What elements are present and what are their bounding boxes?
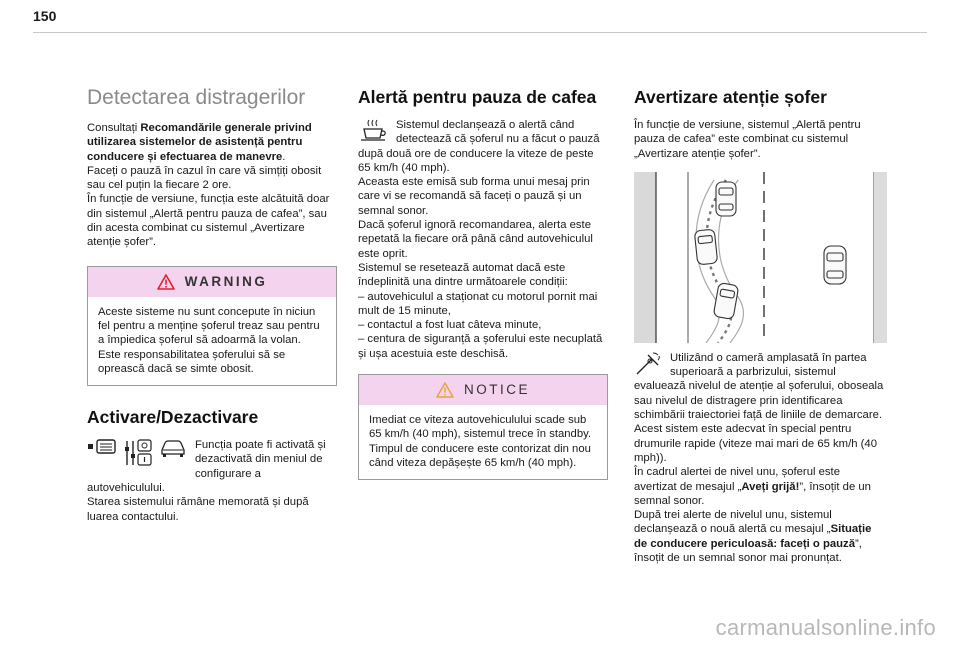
list-item: – contactul a fost luat câteva minute,	[358, 319, 542, 332]
warning-box	[87, 266, 337, 386]
intro-paragraph: Consultați Recomandările generale privind utilizarea sistemelor de asistență pentru conducere și efectuarea de manevre.	[87, 122, 312, 163]
page-number: 150	[33, 8, 57, 24]
list-item: – autovehiculul a staționat cu motorul pornit mai mult de 15 minute,	[358, 290, 598, 317]
notice-header	[359, 375, 607, 405]
section-title-coffee: Alertă pentru pauza de cafea	[358, 87, 597, 107]
list-item: – centura de siguranță a șoferului este necuplată și ușa acestuia este deschisă.	[358, 333, 603, 360]
version-paragraph: În funcție de versiune, funcția este alcătuită doar din sistemul „Alertă pentru pauza de cafea”, sau din acesta combinat cu sistemul „Avertizare atenție șofer”.	[87, 193, 330, 249]
warning-triangle-icon	[157, 274, 175, 290]
warning-text-1: Aceste sisteme nu sunt concepute în niciun fel pentru a menține șoferul treaz sau pentru a împiedica șoferul să adoarmă la volan.	[98, 305, 320, 347]
section-title-distraction: Detectarea distragerilor	[87, 86, 306, 109]
warning-header	[88, 267, 336, 297]
notice-body	[359, 405, 607, 479]
coffee-text-2: Aceasta este emisă sub forma unui mesaj prin care vi se recomandă să faceți o pauză și un semnal sonor.	[358, 176, 590, 217]
section-title-attention: Avertizare atenție șofer	[634, 87, 827, 107]
camera-block	[634, 351, 884, 422]
car-top-4	[824, 246, 846, 284]
activation-text: Funcția poate fi activată și dezactivată din meniul de configurare a autovehiculului.	[87, 439, 326, 495]
attention-text-1: În funcție de versiune, sistemul „Alertă pentru pauza de cafea” este combinat cu sistemul „Avertizare atenție șofer”.	[634, 119, 861, 160]
coffee-text-4: Sistemul se resetează automat dacă este îndeplinită una dintre următoarele condiții:	[358, 261, 568, 289]
attention-text-4: În cadrul alertei de nivel unu, șoferul este avertizat de mesajul „Aveți grijă!”, însoțit de un semnal sonor.	[634, 466, 871, 507]
coffee-block	[358, 118, 608, 175]
setup-settings-icon	[123, 438, 153, 468]
warning-text-2: Este responsabilitatea șoferului să se oprească dacă se simte obosit.	[98, 348, 286, 375]
coffee-cup-icon	[358, 118, 388, 144]
car-outline-icon	[159, 438, 187, 458]
notice-triangle-icon	[436, 382, 454, 398]
activation-icons	[87, 438, 187, 468]
column-coffee-break-alert	[358, 80, 608, 480]
coffee-text-1: Sistemul declanșează o alertă când detectează că șoferul nu a făcut o pauză după două ore de conducere la viteze de peste 65 km/h (40 mph).	[358, 119, 600, 174]
section-title-activation: Activare/Dezactivare	[87, 407, 259, 428]
car-top-1	[716, 182, 736, 216]
alert-message-1: Aveți grijă!	[741, 480, 800, 493]
notice-box	[358, 374, 608, 480]
lane-drift-illustration	[634, 172, 887, 343]
menu-screen-icon	[87, 438, 117, 456]
pause-paragraph: Faceți o pauză în cazul în care vă simțiți obosit sau cel puțin la fiecare 2 ore.	[87, 164, 322, 192]
camera-icon	[634, 351, 662, 377]
warning-title: WARNING	[184, 273, 268, 289]
warning-body	[88, 297, 336, 385]
header-rule	[33, 32, 927, 33]
column-distraction-detection	[87, 80, 337, 524]
intro-link-bold: Recomandările generale privind utilizarea sistemelor de asistență pentru conducere și efectuarea de manevre	[87, 122, 312, 163]
column-driver-attention	[634, 80, 884, 565]
activation-block	[87, 438, 337, 524]
coffee-text-3: Dacă șoferul ignoră recomandarea, alerta este repetată la fiecare oră până când autovehiculul este oprit.	[358, 219, 593, 260]
attention-text-2: Utilizând o cameră amplasată în partea superioară a parbrizului, sistemul evaluează nivelul de atenție al șoferului, oboseala sau nivelul de distragere prin identificarea schimbării traiectoriei față de liniile de demarcare.	[634, 351, 884, 422]
notice-text: Imediat ce viteza autovehiculului scade sub 65 km/h (40 mph), sistemul trece în standby. Timpul de conducere este contorizat din nou când viteza depășește 65 km/h (40 mph).	[369, 414, 592, 469]
attention-text-5: După trei alerte de nivelul unu, sistemul declanșează o nouă alertă cu mesajul „Situație de conducere periculoasă: faceți o pauză”, însoțit de un semnal sonor mai pronunțat.	[634, 509, 872, 565]
notice-title: NOTICE	[463, 381, 530, 397]
footer-watermark: carmanualsonline.info	[715, 615, 936, 640]
car-top-2	[694, 229, 717, 265]
memory-text: Starea sistemului rămâne memorată și după luarea contactului.	[87, 496, 309, 523]
alert-message-2: Situație de conducere periculoasă: faceți o pauză	[634, 523, 872, 550]
attention-text-3: Acest sistem este adecvat în special pentru drumurile rapide (viteze mai mari de 65 km/h (40 mph)).	[634, 423, 877, 464]
